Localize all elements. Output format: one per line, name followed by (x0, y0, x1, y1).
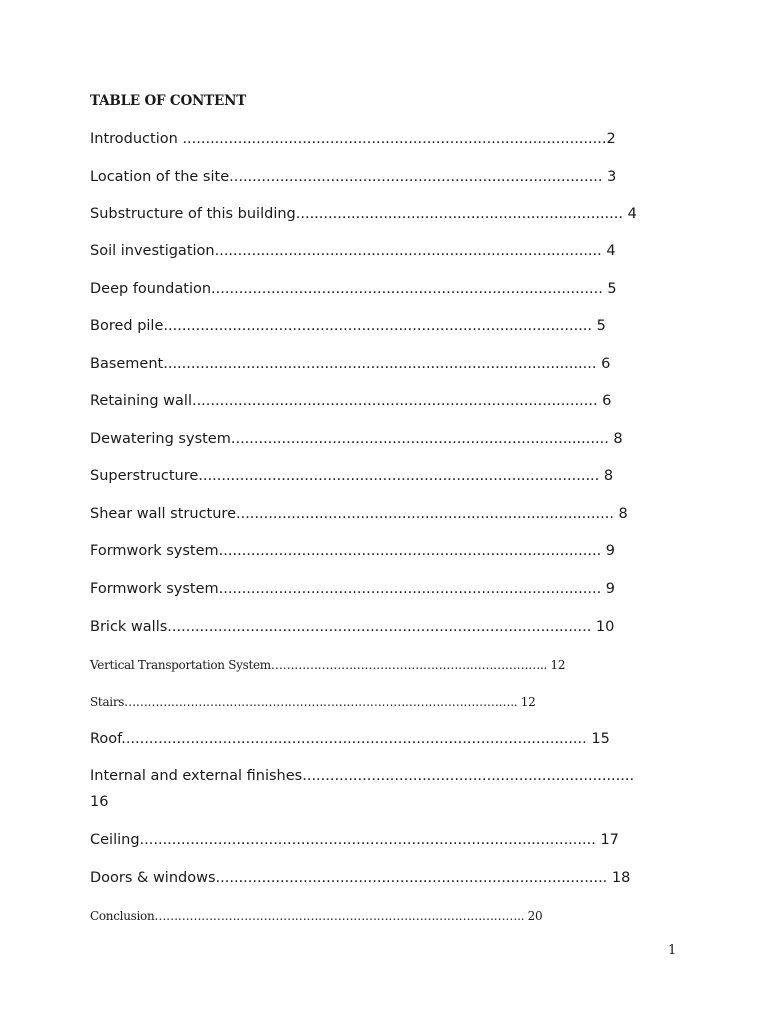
toc-title: TABLE OF CONTENT (90, 93, 247, 109)
toc-entry-stairs: Stairs……………………………………………………………………………………….. 12 (90, 695, 536, 709)
toc-entry-basement: Basement.............................................................................................. 6 (90, 356, 611, 372)
toc-entry-doors-windows: Doors & windows..................................................................................... 18 (90, 870, 631, 886)
toc-entry-substructure: Substructure of this building....................................................................... 4 (90, 206, 637, 222)
page-number: 1 (668, 943, 677, 958)
toc-entry-introduction: Introduction ............................................................................................2 (90, 131, 616, 147)
toc-entry-brick-walls: Brick walls............................................................................................ 10 (90, 619, 615, 635)
toc-entry-finishes-page: 16 (90, 794, 109, 810)
toc-entry-superstructure: Superstructure....................................................................................... 8 (90, 468, 614, 484)
toc-entry-vertical-transportation: Vertical Transportation System…………………………………………………………….. 12 (90, 658, 566, 672)
toc-entry-location: Location of the site................................................................................. 3 (90, 169, 617, 185)
toc-entry-conclusion: Conclusion………………………………………………………………………………….. 20 (90, 909, 543, 923)
toc-entry-shear-wall: Shear wall structure.................................................................................. 8 (90, 506, 628, 522)
toc-entry-deep-foundation: Deep foundation..................................................................................... 5 (90, 281, 617, 297)
toc-entry-finishes: Internal and external finishes........................................................................ (90, 768, 635, 784)
toc-entry-formwork-2: Formwork system................................................................................... 9 (90, 581, 616, 597)
toc-entry-bored-pile: Bored pile............................................................................................. 5 (90, 318, 606, 334)
toc-entry-ceiling: Ceiling................................................................................................... 17 (90, 832, 619, 848)
toc-entry-soil-investigation: Soil investigation.................................................................................... 4 (90, 243, 616, 259)
toc-entry-retaining-wall: Retaining wall........................................................................................ 6 (90, 393, 612, 409)
toc-entry-roof: Roof..................................................................................................... 15 (90, 731, 610, 747)
toc-entry-dewatering: Dewatering system.................................................................................. 8 (90, 431, 623, 447)
toc-entry-formwork-1: Formwork system................................................................................... 9 (90, 543, 616, 559)
